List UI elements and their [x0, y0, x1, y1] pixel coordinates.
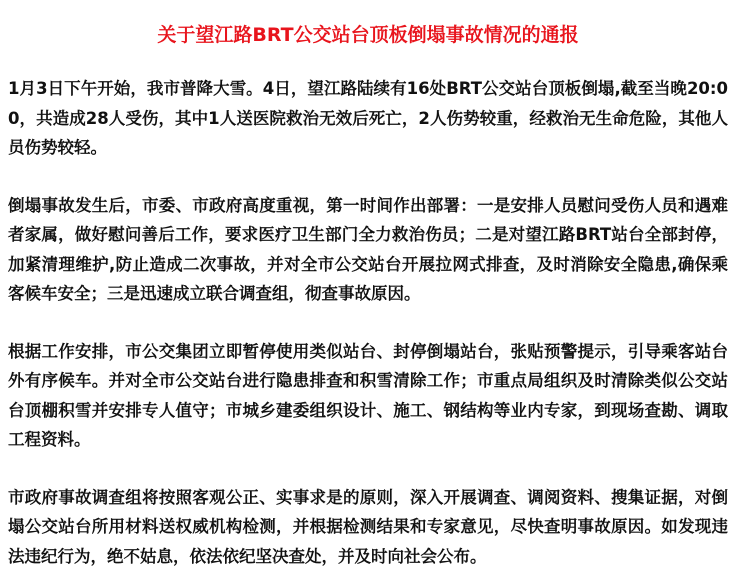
paragraph-measures: 根据工作安排，市公交集团立即暂停使用类似站台、封停倒塌站台，张贴预警提示，引导乘客站台外有序候车。并对全市公交站台进行隐患排查和积雪清除工作；市重点局组织及时清除类似公交站台顶棚积雪并安排专人值守；市城乡建委组织设计、施工、钢结构等业内专家，到现场查勘、调取工程资料。	[8, 337, 728, 455]
document-title: 关于望江路BRT公交站台顶板倒塌事故情况的通报	[8, 22, 728, 48]
paragraph-incident: 1月3日下午开始，我市普降大雪。4日，望江路陆续有16处BRT公交站台顶板倒塌,截至当晚20:00，共造成28人受伤，其中1人送医院救治无效后死亡，2人伤势较重，经救治无生命危险，其他人员伤势较轻。	[8, 74, 728, 163]
paragraph-response: 倒塌事故发生后，市委、市政府高度重视，第一时间作出部署：一是安排人员慰问受伤人员和遇难者家属，做好慰问善后工作，要求医疗卫生部门全力救治伤员；二是对望江路BRT站台全部封停，加紧清理维护,防止造成二次事故，并对全市公交站台开展拉网式排查，及时消除安全隐患,确保乘客候车安全；三是迅速成立联合调查组，彻查事故原因。	[8, 191, 728, 309]
paragraph-investigation: 市政府事故调查组将按照客观公正、实事求是的原则，深入开展调查、调阅资料、搜集证据，对倒塌公交站台所用材料送权威机构检测，并根据检测结果和专家意见，尽快查明事故原因。如发现违法违纪行为，绝不姑息，依法依纪坚决查处，并及时向社会公布。	[8, 483, 728, 571]
